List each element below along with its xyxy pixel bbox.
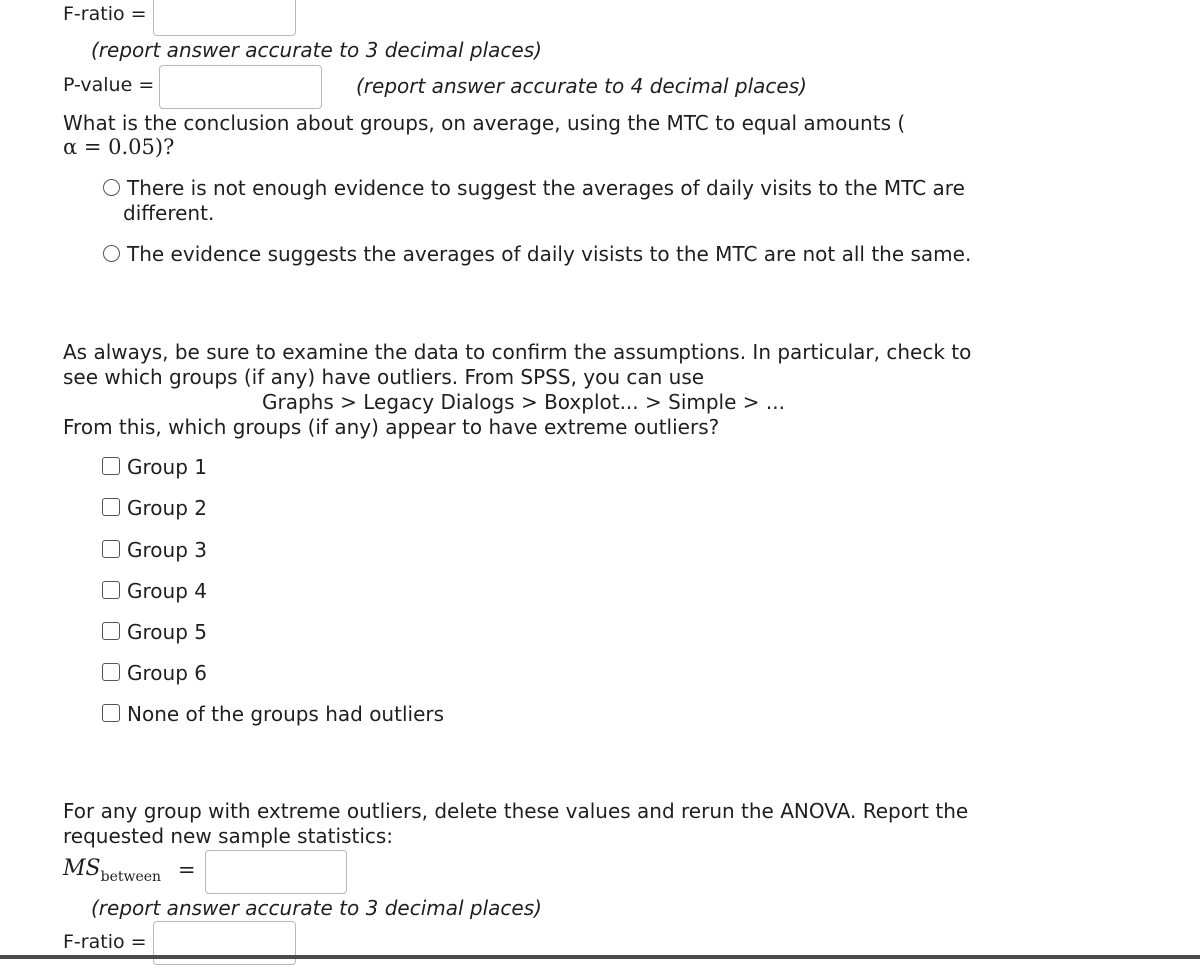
- ms-note: (report answer accurate to 3 decimal places): [91, 896, 542, 920]
- checkbox-none[interactable]: [102, 704, 120, 722]
- option-group-1: Group 1: [127, 455, 207, 479]
- fratio-label: F-ratio =: [63, 3, 147, 25]
- outliers-question: From this, which groups (if any) appear to have extreme outliers?: [63, 415, 720, 439]
- spss-menu-path: Graphs > Legacy Dialogs > Boxplot... > Simple > ...: [262, 390, 785, 414]
- option-none: None of the groups had outliers: [127, 702, 445, 726]
- checkbox-group-6[interactable]: [102, 663, 120, 681]
- conclusion-question: What is the conclusion about groups, on average, using the MTC to equal amounts (: [63, 111, 906, 135]
- checkbox-group-3[interactable]: [102, 540, 120, 558]
- ms-between-input[interactable]: [205, 850, 347, 894]
- option-group-4: Group 4: [127, 579, 207, 603]
- pvalue-input[interactable]: [159, 65, 322, 109]
- pvalue-note: (report answer accurate to 4 decimal places): [356, 74, 807, 98]
- rerun-paragraph-line1: For any group with extreme outliers, delete these values and rerun the ANOVA. Report the: [63, 799, 969, 823]
- bottom-edge-divider: [0, 955, 1200, 959]
- fratio-input[interactable]: [153, 0, 296, 36]
- checkbox-group-5[interactable]: [102, 622, 120, 640]
- conclusion-radio-1[interactable]: [103, 179, 120, 196]
- rerun-paragraph-line2: requested new sample statistics:: [63, 824, 394, 848]
- fratio-note: (report answer accurate to 3 decimal places): [91, 38, 542, 62]
- alpha-expression: α = 0.05)?: [63, 135, 175, 159]
- option-group-5: Group 5: [127, 620, 207, 644]
- conclusion-option-1-line1: There is not enough evidence to suggest the averages of daily visits to the MTC are: [127, 176, 965, 200]
- checkbox-group-2[interactable]: [102, 498, 120, 516]
- conclusion-radio-2[interactable]: [103, 245, 120, 262]
- rerun-fratio-label: F-ratio =: [63, 931, 147, 953]
- outliers-paragraph-line2: see which groups (if any) have outliers. From SPSS, you can use: [63, 365, 705, 389]
- option-group-3: Group 3: [127, 538, 207, 562]
- ms-subscript: between: [100, 869, 162, 885]
- ms-equals: =: [178, 858, 196, 882]
- conclusion-option-1-line2: different.: [123, 201, 215, 225]
- outliers-paragraph-line1: As always, be sure to examine the data to confirm the assumptions. In particular, check to: [63, 340, 972, 364]
- option-group-6: Group 6: [127, 661, 207, 685]
- checkbox-group-1[interactable]: [102, 457, 120, 475]
- ms-between-label: [63, 856, 161, 885]
- ms-symbol: MS: [63, 856, 101, 881]
- conclusion-option-2-label: The evidence suggests the averages of daily visists to the MTC are not all the same.: [127, 242, 972, 266]
- option-group-2: Group 2: [127, 496, 207, 520]
- checkbox-group-4[interactable]: [102, 581, 120, 599]
- pvalue-label: P-value =: [63, 74, 155, 96]
